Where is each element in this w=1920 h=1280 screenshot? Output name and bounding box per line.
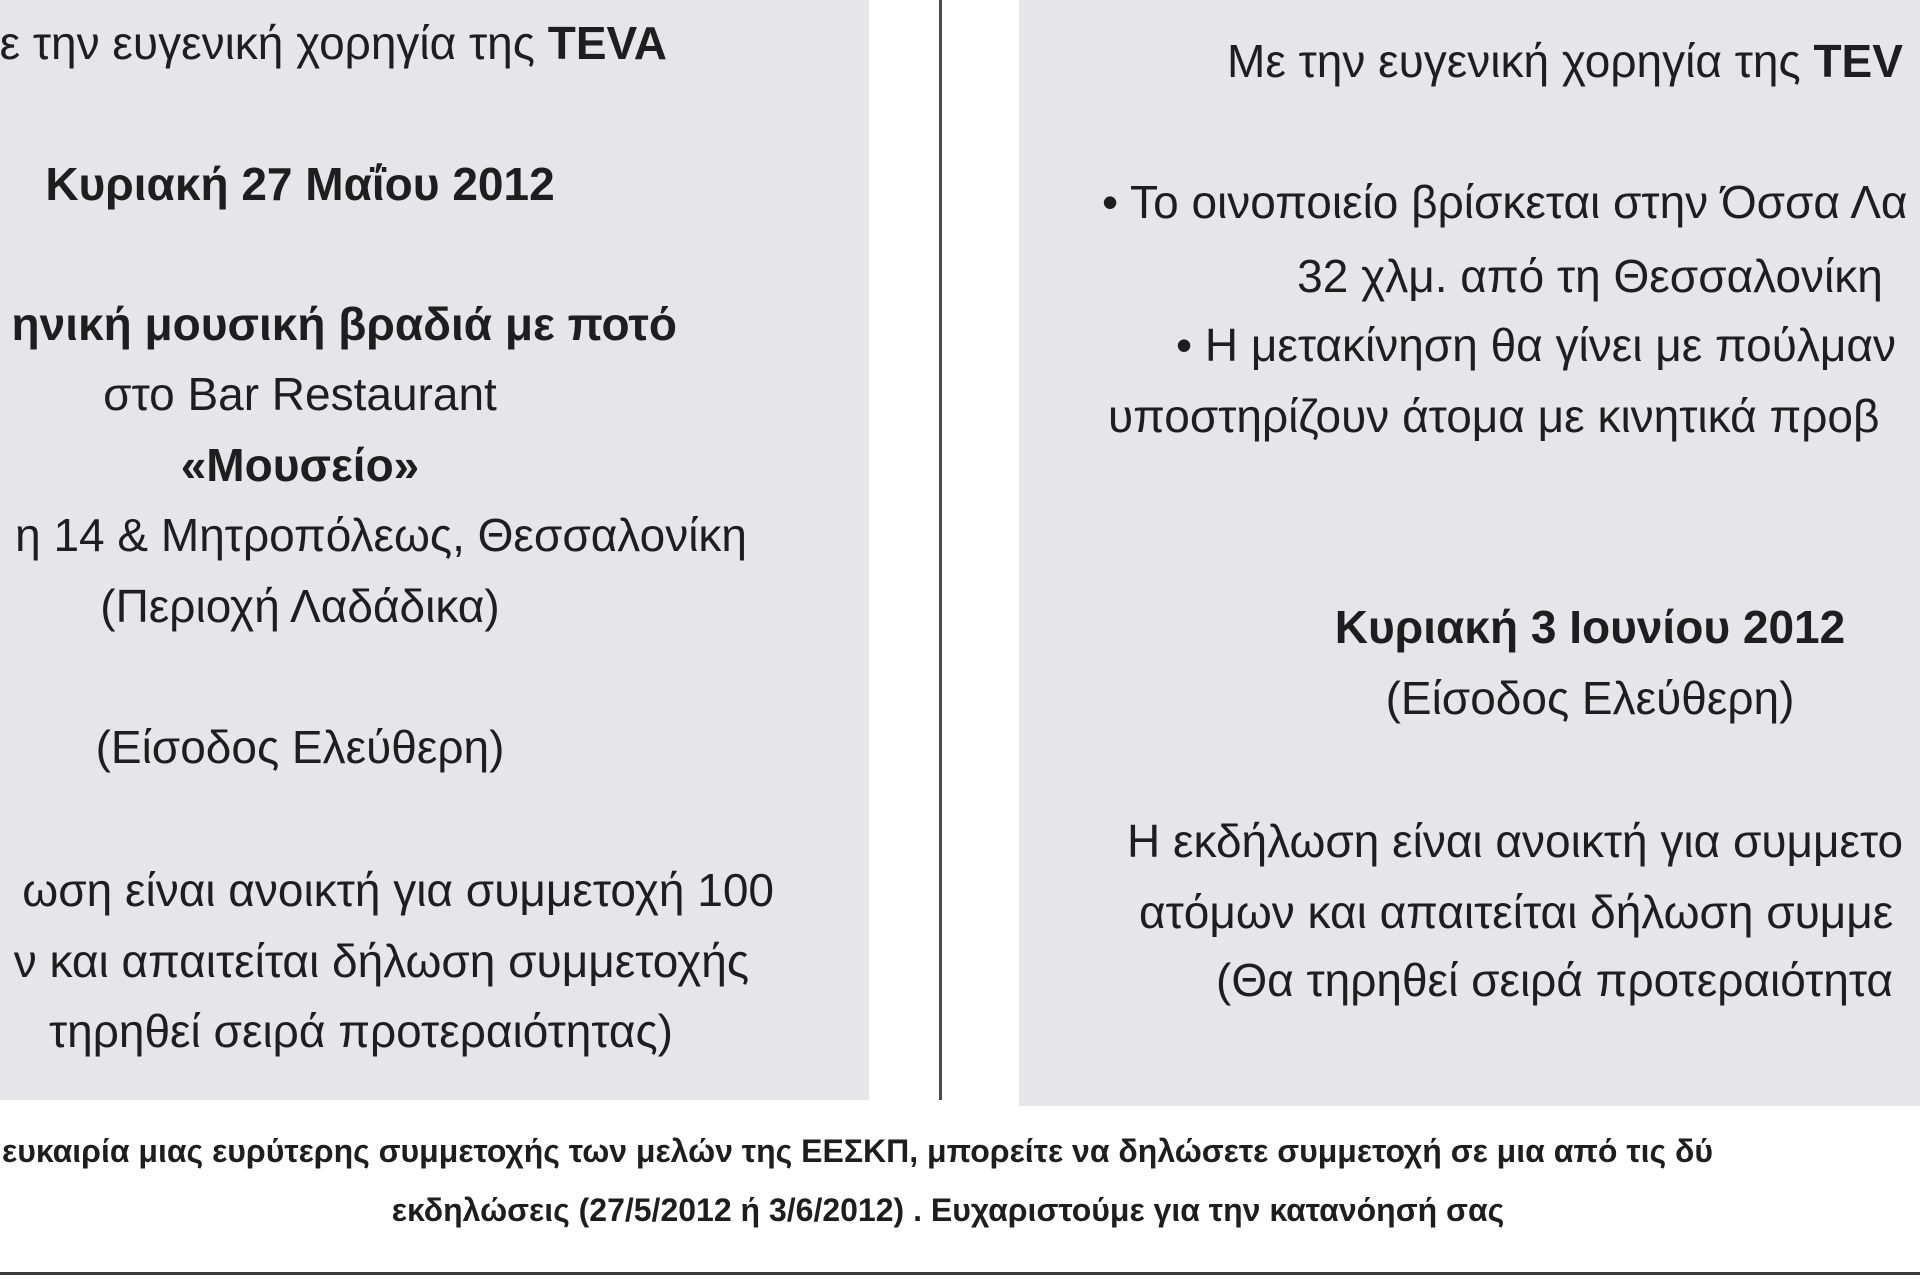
left-venue-intro: στο Bar Restaurant	[103, 368, 497, 420]
right-detail-line: υποστηρίζουν άτομα με κινητικά προβ	[1108, 390, 1880, 442]
right-note-line: (Θα τηρηθεί σειρά προτεραιότητα	[1216, 954, 1894, 1006]
right-sponsor-prefix: Με την ευγενική χορηγία της	[1227, 35, 1801, 87]
left-note-line: ωση είναι ανοικτή για συμμετοχή 100	[22, 864, 774, 916]
footer-line: εκδηλώσεις (27/5/2012 ή 3/6/2012) . Ευχαριστούμε για την κατανόησή σας	[391, 1192, 1505, 1228]
right-sponsor-line	[1227, 31, 1920, 91]
footer-line: ευκαιρία μιας ευρύτερης συμμετοχής των μελών της ΕΕΣΚΠ, μπορείτε να δηλώσετε συμμετοχή σε μια από τις δύ	[2, 1133, 1714, 1169]
right-note-line: Η εκδήλωση είναι ανοικτή για συμμετο	[1127, 815, 1904, 867]
right-detail-line: 32 χλμ. από τη Θεσσαλονίκη	[1297, 250, 1883, 302]
left-sponsor-line	[0, 13, 667, 73]
left-event-title: ηνική μουσική βραδιά με ποτό	[11, 298, 677, 350]
right-sponsor-name: TEV	[1813, 35, 1903, 87]
left-entry-note: (Είσοδος Ελεύθερη)	[95, 721, 505, 773]
right-detail-line: • Η μετακίνηση θα γίνει με πούλμαν	[1176, 319, 1896, 371]
left-sponsor-prefix: ε την ευγενική χορηγία της	[0, 17, 535, 69]
bottom-rule	[0, 1272, 1920, 1275]
right-note-line: ατόμων και απαιτείται δήλωση συμμε	[1139, 886, 1894, 938]
left-venue-area: (Περιοχή Λαδάδικα)	[100, 580, 500, 632]
left-event-date: Κυριακή 27 Μαΐου 2012	[45, 158, 555, 210]
right-detail-line: • Το οινοποιείο βρίσκεται στην Όσσα Λα	[1102, 176, 1908, 228]
right-entry-note: (Είσοδος Ελεύθερη)	[1385, 672, 1795, 724]
left-venue-address: η 14 & Μητροπόλεως, Θεσσαλονίκη	[15, 509, 747, 561]
left-note-line: τηρηθεί σειρά προτεραιότητας)	[48, 1005, 673, 1057]
right-event-date: Κυριακή 3 Ιουνίου 2012	[1334, 601, 1846, 653]
left-note-line: ν και απαιτείται δήλωση συμμετοχής	[13, 935, 749, 987]
left-sponsor-name: TEVA	[547, 17, 667, 69]
left-venue-name: «Μουσείο»	[180, 439, 420, 491]
vertical-divider	[939, 0, 942, 1100]
